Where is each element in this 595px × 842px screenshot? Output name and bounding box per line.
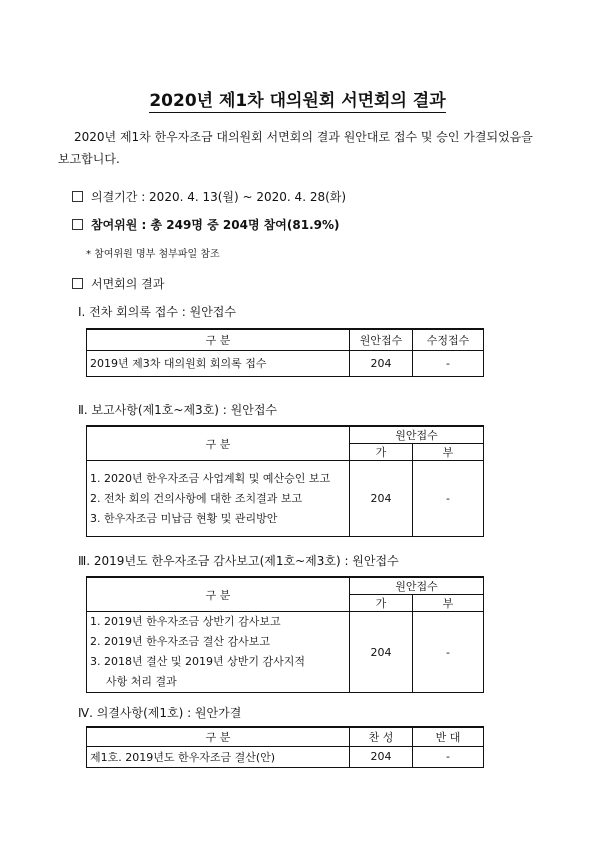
row-item: 제1호. 2019년도 한우자조금 결산(안) <box>87 746 350 767</box>
participants-note: * 참여위원 명부 첨부파일 참조 <box>86 249 220 260</box>
list-item: 사항 처리 결과 <box>106 675 177 688</box>
results-label: 서면회의 결과 <box>91 277 165 291</box>
yes-value: 204 <box>350 612 413 693</box>
row-original: 204 <box>350 350 413 376</box>
document-title: 2020년 제1차 대의원회 서면회의 결과 <box>149 91 446 111</box>
header-yes: 가 <box>350 595 413 612</box>
header-group: 원안접수 <box>350 577 484 595</box>
checkbox-icon <box>72 219 83 230</box>
list-item: 2. 2019년 한우자조금 결산 감사보고 <box>90 635 270 648</box>
period-value: 2020. 4. 13(월) ~ 2020. 4. 28(화) <box>149 190 347 204</box>
header-modified: 수정접수 <box>413 329 484 350</box>
header-category: 구 분 <box>87 727 350 746</box>
participants-value: 총 249명 중 204명 참여(81.9%) <box>150 218 340 232</box>
row-no: - <box>413 746 484 767</box>
section2-table <box>86 425 484 537</box>
no-value: - <box>413 612 484 693</box>
checkbox-icon <box>72 278 83 289</box>
list-item: 1. 2020년 한우자조금 사업계획 및 예산승인 보고 <box>90 471 331 485</box>
header-group: 원안접수 <box>350 426 484 444</box>
header-original: 원안접수 <box>350 329 413 350</box>
header-no: 부 <box>413 595 484 612</box>
row-item: 2019년 제3차 대의원회 회의록 접수 <box>87 350 350 376</box>
row-yes: 204 <box>350 746 413 767</box>
participants-item: 참여위원 : 총 249명 중 204명 참여(81.9%) <box>72 216 340 233</box>
header-no: 반 대 <box>413 727 484 746</box>
header-category: 구 분 <box>87 426 350 461</box>
header-no: 부 <box>413 444 484 461</box>
header-category: 구 분 <box>87 329 350 350</box>
header-category: 구 분 <box>87 577 350 612</box>
section2-title: Ⅱ. 보고사항(제1호~제3호) : 원안접수 <box>78 403 277 417</box>
header-yes: 가 <box>350 444 413 461</box>
participants-label: 참여위원 <box>91 218 138 232</box>
items-cell <box>87 461 350 537</box>
section3-table <box>86 576 484 693</box>
section3-title: Ⅲ. 2019년도 한우자조금 감사보고(제1호~제3호) : 원안접수 <box>78 554 399 568</box>
intro-paragraph: 2020년 제1차 한우자조금 대의원회 서면회의 결과 원안대로 접수 및 승인 가결되었음을 보고합니다. <box>58 130 533 166</box>
section4-title: Ⅳ. 의결사항(제1호) : 원안가결 <box>78 706 242 720</box>
section4-table <box>86 726 484 768</box>
section1-table <box>86 328 484 377</box>
yes-value: 204 <box>350 461 413 537</box>
period-item: 의결기간 : 2020. 4. 13(월) ~ 2020. 4. 28(화) <box>72 188 346 205</box>
header-yes: 찬 성 <box>350 727 413 746</box>
section1-title: Ⅰ. 전차 회의록 접수 : 원안접수 <box>78 305 236 319</box>
results-item <box>72 275 164 292</box>
list-item: 3. 2018년 결산 및 2019년 상반기 감사지적 <box>90 655 305 668</box>
period-label: 의결기간 <box>91 190 138 204</box>
list-item: 2. 전차 회의 건의사항에 대한 조치결과 보고 <box>90 491 303 505</box>
no-value: - <box>413 461 484 537</box>
items-cell <box>87 612 350 693</box>
checkbox-icon <box>72 191 83 202</box>
list-item: 3. 한우자조금 미납금 현황 및 관리방안 <box>90 511 278 525</box>
list-item: 1. 2019년 한우자조금 상반기 감사보고 <box>90 615 281 628</box>
row-modified: - <box>413 350 484 376</box>
